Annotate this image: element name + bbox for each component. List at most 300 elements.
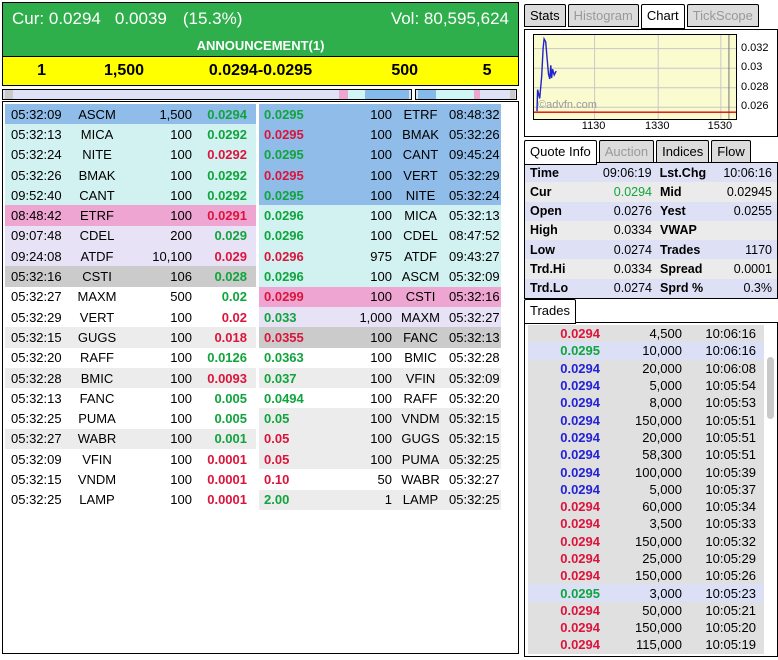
depth-segment xyxy=(418,90,436,99)
depth-segment xyxy=(474,90,480,99)
trade-time: 10:06:16 xyxy=(705,343,756,359)
quote-info-row xyxy=(525,163,777,182)
bid-time: 05:32:16 xyxy=(11,269,62,285)
bid-price: 0.02 xyxy=(221,309,247,325)
ask-row xyxy=(259,185,501,205)
bid-price: 0.0291 xyxy=(207,208,247,224)
bid-row xyxy=(5,287,256,307)
quote-label: High xyxy=(530,223,558,238)
trade-time: 10:05:21 xyxy=(705,602,756,618)
ask-price: 0.0296 xyxy=(264,228,304,244)
quote-value: 0.0274 xyxy=(613,281,652,296)
tab-tickscope[interactable]: TickScope xyxy=(687,4,759,27)
ask-time: 05:32:27 xyxy=(449,309,500,325)
ask-price: 0.10 xyxy=(264,471,290,487)
advfn-watermark: ©advfn.com xyxy=(538,99,597,111)
ask-time: 05:32:25 xyxy=(449,451,500,467)
quote-value: 0.0294 xyxy=(613,184,652,199)
trade-row xyxy=(528,533,764,550)
depth-segment xyxy=(339,90,348,99)
trade-row xyxy=(528,325,764,342)
trade-price: 0.0294 xyxy=(560,499,600,515)
bid-row xyxy=(5,469,256,489)
ask-market-maker: CANT xyxy=(402,147,439,163)
trade-row xyxy=(528,342,764,359)
bid-size: 100 xyxy=(170,390,192,406)
bid-size: 100 xyxy=(170,370,192,386)
ask-market-maker: FANC xyxy=(403,329,438,345)
bid-size: 200 xyxy=(170,228,192,244)
quote-label: VWAP xyxy=(660,223,697,238)
quote-info-panel xyxy=(524,162,778,299)
bid-price: 0.0001 xyxy=(207,492,247,508)
quote-value: 0.0334 xyxy=(613,223,652,238)
ask-time: 05:32:13 xyxy=(449,329,500,345)
trade-price: 0.0294 xyxy=(560,620,600,636)
bid-time: 05:32:28 xyxy=(11,370,62,386)
quote-label: Spread xyxy=(660,261,703,276)
tab-histogram[interactable]: Histogram xyxy=(568,4,639,27)
ask-market-maker: CSTI xyxy=(405,289,436,305)
ask-size: 100 xyxy=(370,289,392,305)
ask-size: 100 xyxy=(370,350,392,366)
bid-price: 0.02 xyxy=(221,289,247,305)
quote-value: 09:06:19 xyxy=(602,165,652,180)
bid-time: 05:32:09 xyxy=(11,451,62,467)
ask-price: 0.037 xyxy=(264,370,297,386)
trade-time: 10:05:23 xyxy=(705,585,756,601)
bid-market-maker: PUMA xyxy=(78,411,116,427)
ask-market-maker: NITE xyxy=(405,187,436,203)
bid-market-maker: ASCM xyxy=(78,106,116,122)
bid-row xyxy=(5,226,256,246)
bid-market-maker: ATDF xyxy=(80,248,114,264)
quote-value: 0.0276 xyxy=(613,204,652,219)
change-percent: (15.3%) xyxy=(182,8,243,28)
bid-row xyxy=(5,104,256,124)
bid-row xyxy=(5,205,256,225)
ask-market-maker: VFIN xyxy=(405,370,436,386)
ask-row xyxy=(259,469,501,489)
y-axis-tick-label: 0.026 xyxy=(741,100,769,113)
bid-row xyxy=(5,185,256,205)
trades-scrollbar[interactable] xyxy=(766,325,775,654)
trade-size: 20,000 xyxy=(642,429,682,445)
trade-price: 0.0294 xyxy=(560,360,600,376)
ask-time: 08:48:32 xyxy=(449,106,500,122)
trade-price: 0.0294 xyxy=(560,412,600,428)
bid-price: 0.005 xyxy=(214,411,247,427)
bid-price: 0.001 xyxy=(214,431,247,447)
ask-row xyxy=(259,307,501,327)
depth-segment xyxy=(365,90,408,99)
trade-price: 0.0294 xyxy=(560,533,600,549)
ask-time: 05:32:28 xyxy=(449,350,500,366)
best-bid-size: 1,500 xyxy=(104,62,145,79)
ask-row xyxy=(259,124,501,144)
ask-size: 100 xyxy=(370,228,392,244)
bid-time: 09:52:40 xyxy=(11,187,62,203)
quote-tab-bar xyxy=(524,140,753,163)
ask-price: 0.0299 xyxy=(264,289,304,305)
trades-tab-bar xyxy=(524,299,578,322)
ask-time: 05:32:13 xyxy=(449,208,500,224)
trade-row xyxy=(528,394,764,411)
tab-quote-info[interactable]: Quote Info xyxy=(524,140,597,165)
ask-time: 05:32:25 xyxy=(449,492,500,508)
ask-size: 100 xyxy=(370,370,392,386)
bid-size: 100 xyxy=(170,167,192,183)
bid-market-maker: ETRF xyxy=(80,208,114,224)
ask-time: 09:45:24 xyxy=(449,147,500,163)
ask-size: 100 xyxy=(370,126,392,142)
bid-time: 05:32:27 xyxy=(11,289,62,305)
bid-market-maker: CANT xyxy=(79,187,115,203)
trades-list xyxy=(528,325,764,654)
ask-price: 0.05 xyxy=(264,411,290,427)
bid-row xyxy=(5,408,256,428)
ask-market-maker: MICA xyxy=(404,208,437,224)
bid-price: 0.0292 xyxy=(207,147,247,163)
trade-price: 0.0294 xyxy=(560,447,600,463)
best-bid-ask-bar xyxy=(3,56,518,85)
bid-time: 09:24:08 xyxy=(11,248,62,264)
bid-size: 100 xyxy=(170,471,192,487)
ask-row xyxy=(259,266,501,286)
trade-size: 3,500 xyxy=(649,516,682,532)
trade-time: 10:05:37 xyxy=(705,481,756,497)
trade-time: 10:05:20 xyxy=(705,620,756,636)
vol-label: Vol: xyxy=(390,8,420,28)
bid-row xyxy=(5,165,256,185)
tab-chart[interactable]: Chart xyxy=(641,4,685,29)
bid-time: 05:32:15 xyxy=(11,329,62,345)
ask-size: 100 xyxy=(370,208,392,224)
quote-info-row xyxy=(525,279,777,298)
ask-price: 0.0296 xyxy=(264,208,304,224)
current-price-bar xyxy=(3,3,518,34)
ask-price: 0.0295 xyxy=(264,187,304,203)
ask-time: 05:32:09 xyxy=(449,370,500,386)
bid-size: 100 xyxy=(170,492,192,508)
ask-row xyxy=(259,104,501,124)
bid-time: 05:32:13 xyxy=(11,126,62,142)
ask-price: 0.0494 xyxy=(264,390,304,406)
chart-plot-area xyxy=(533,34,737,120)
trade-price: 0.0294 xyxy=(560,326,600,342)
ask-size: 50 xyxy=(377,471,392,487)
change-value: 0.0039 xyxy=(114,8,167,28)
ask-market-maker: PUMA xyxy=(401,451,440,467)
announcement-banner[interactable]: ANNOUNCEMENT(1) xyxy=(3,34,518,56)
trade-size: 10,000 xyxy=(642,343,682,359)
ask-size: 100 xyxy=(370,106,392,122)
trade-price: 0.0294 xyxy=(560,395,600,411)
ask-market-maker: WABR xyxy=(401,471,440,487)
trades-scrollbar-thumb[interactable] xyxy=(767,357,774,419)
ask-column xyxy=(259,104,501,510)
trade-time: 10:06:08 xyxy=(705,360,756,376)
trade-price: 0.0294 xyxy=(560,568,600,584)
ask-price: 0.0295 xyxy=(264,147,304,163)
ask-row xyxy=(259,449,501,469)
trade-size: 25,000 xyxy=(642,551,682,566)
ask-size: 100 xyxy=(370,187,392,203)
trade-row xyxy=(528,602,764,619)
bid-market-maker: BMAK xyxy=(78,167,116,183)
bid-row xyxy=(5,388,256,408)
ask-size: 100 xyxy=(370,411,392,427)
bid-market-maker: NITE xyxy=(82,147,112,163)
quote-info-row xyxy=(525,202,777,221)
trade-size: 5,000 xyxy=(649,378,682,394)
bid-time: 09:07:48 xyxy=(11,228,62,244)
bid-depth-bar xyxy=(2,89,412,100)
ask-size: 100 xyxy=(370,451,392,467)
depth-segment xyxy=(436,90,474,99)
quote-label: Low xyxy=(530,242,555,257)
bid-market-maker: MICA xyxy=(80,126,114,142)
bid-row xyxy=(5,327,256,347)
trade-size: 115,000 xyxy=(635,637,682,653)
ask-row xyxy=(259,327,501,347)
bid-market-maker: MAXM xyxy=(77,289,117,305)
bid-time: 05:32:26 xyxy=(11,167,62,183)
tab-trades[interactable]: Trades xyxy=(524,299,576,324)
ask-market-maker: ETRF xyxy=(403,106,438,122)
trade-time: 10:05:34 xyxy=(705,499,756,515)
trade-time: 10:05:33 xyxy=(705,516,756,532)
trade-size: 150,000 xyxy=(635,533,682,549)
quote-info-row xyxy=(525,259,777,278)
ask-price: 0.0295 xyxy=(264,126,304,142)
bid-time: 05:32:25 xyxy=(11,492,62,508)
vol-value: 80,595,624 xyxy=(423,8,509,28)
bid-row xyxy=(5,348,256,368)
trade-size: 5,000 xyxy=(649,481,682,497)
ask-size: 1 xyxy=(384,492,392,508)
ask-row xyxy=(259,226,501,246)
trade-price: 0.0294 xyxy=(560,481,600,497)
bid-price: 0.0126 xyxy=(207,350,247,366)
bid-size: 100 xyxy=(170,208,192,224)
depth-segment xyxy=(5,90,12,99)
bid-size: 500 xyxy=(170,289,192,305)
bid-time: 05:32:20 xyxy=(11,350,62,366)
ask-price: 0.0363 xyxy=(264,350,304,366)
ask-time: 05:32:27 xyxy=(449,471,500,487)
bid-size: 100 xyxy=(170,126,192,142)
bid-market-maker: VNDM xyxy=(77,471,117,487)
bid-time: 05:32:15 xyxy=(11,471,62,487)
ask-price: 0.0295 xyxy=(264,167,304,183)
trade-size: 150,000 xyxy=(635,568,682,584)
bid-price: 0.0093 xyxy=(207,370,247,386)
quote-label: Trd.Hi xyxy=(530,261,566,276)
bid-market-maker: VFIN xyxy=(82,451,112,467)
bid-market-maker: LAMP xyxy=(79,492,115,508)
trade-row xyxy=(528,636,764,653)
quote-value: 0.02945 xyxy=(726,184,772,199)
bid-time: 05:32:25 xyxy=(11,411,62,427)
bid-price: 0.018 xyxy=(214,329,247,345)
quote-info-row xyxy=(525,240,777,259)
trade-row xyxy=(528,550,764,567)
ask-market-maker: MAXM xyxy=(401,309,440,325)
ask-size: 100 xyxy=(370,431,392,447)
bid-price: 0.029 xyxy=(214,248,247,264)
ask-time: 05:32:20 xyxy=(449,390,500,406)
ask-price: 0.033 xyxy=(264,309,297,325)
bid-price: 0.0001 xyxy=(207,471,247,487)
trade-time: 10:06:16 xyxy=(705,326,756,342)
ask-time: 09:43:27 xyxy=(449,248,500,264)
quote-label: Trades xyxy=(660,242,701,257)
quote-label: Sprd % xyxy=(660,281,704,296)
trade-row xyxy=(528,377,764,394)
quote-label: Cur xyxy=(530,184,552,199)
bid-row xyxy=(5,368,256,388)
x-axis-tick-label: 1130 xyxy=(581,120,606,132)
bid-ask-spread-range: 0.0294-0.0295 xyxy=(208,62,313,79)
best-ask-mm-count: 5 xyxy=(482,62,492,79)
x-axis-tick-label: 1530 xyxy=(707,120,733,132)
trade-price: 0.0294 xyxy=(560,429,600,445)
quote-value: 0.0274 xyxy=(613,242,652,257)
y-axis-tick-label: 0.028 xyxy=(741,80,769,93)
trade-row xyxy=(528,498,764,515)
quote-value: 10:06:16 xyxy=(723,165,772,180)
y-axis-tick-label: 0.03 xyxy=(741,61,763,74)
quote-label: Lst.Chg xyxy=(659,165,707,180)
ask-row xyxy=(259,348,501,368)
ask-market-maker: GUGS xyxy=(401,431,440,447)
trade-price: 0.0295 xyxy=(560,585,600,601)
tab-auction[interactable]: Auction xyxy=(599,140,654,163)
bid-price: 0.0292 xyxy=(207,126,247,142)
bid-row xyxy=(5,124,256,144)
ask-depth-bar xyxy=(415,89,517,100)
trade-price: 0.0294 xyxy=(560,378,600,394)
ask-time: 05:32:24 xyxy=(449,187,500,203)
bid-column xyxy=(5,104,256,510)
bid-size: 100 xyxy=(170,411,192,427)
trade-size: 20,000 xyxy=(642,360,682,376)
quote-label: Time xyxy=(530,165,559,180)
quote-value: 1170 xyxy=(745,242,772,257)
trade-time: 10:05:39 xyxy=(705,464,756,480)
trade-size: 150,000 xyxy=(635,412,682,428)
trade-row xyxy=(528,567,764,584)
bid-row xyxy=(5,266,256,286)
ask-size: 100 xyxy=(370,329,392,345)
ask-row xyxy=(259,408,501,428)
bid-market-maker: CSTI xyxy=(82,269,112,285)
bid-row xyxy=(5,307,256,327)
bid-time: 05:32:29 xyxy=(11,309,62,325)
ask-row xyxy=(259,205,501,225)
bid-size: 100 xyxy=(170,451,192,467)
quote-value: 0.0001 xyxy=(733,261,772,276)
trade-price: 0.0294 xyxy=(560,602,600,618)
trade-size: 100,000 xyxy=(635,464,682,480)
bid-row xyxy=(5,145,256,165)
trade-price: 0.0294 xyxy=(560,516,600,532)
trade-size: 60,000 xyxy=(642,499,682,515)
trade-price: 0.0295 xyxy=(560,343,600,359)
tab-stats[interactable]: Stats xyxy=(524,4,566,27)
ask-row xyxy=(259,388,501,408)
trade-time: 10:05:51 xyxy=(705,412,756,428)
x-axis-tick-label: 1330 xyxy=(644,120,670,132)
ask-size: 100 xyxy=(370,167,392,183)
ask-row xyxy=(259,246,501,266)
bid-row xyxy=(5,490,256,510)
bid-size: 100 xyxy=(170,187,192,203)
tab-indices[interactable]: Indices xyxy=(656,140,709,163)
trade-time: 10:05:54 xyxy=(705,378,756,394)
ask-size: 100 xyxy=(370,147,392,163)
ask-time: 05:32:26 xyxy=(449,126,500,142)
trade-row xyxy=(528,515,764,532)
trade-price: 0.0294 xyxy=(560,464,600,480)
ask-row xyxy=(259,490,501,510)
bid-time: 05:32:09 xyxy=(11,106,62,122)
bid-row xyxy=(5,246,256,266)
ask-price: 2.00 xyxy=(264,492,290,508)
bid-time: 05:32:13 xyxy=(11,390,62,406)
quote-info-row xyxy=(525,221,777,240)
bid-size: 10,100 xyxy=(152,248,192,264)
trade-time: 10:05:51 xyxy=(705,447,756,463)
trade-size: 8,000 xyxy=(649,395,682,411)
bid-market-maker: FANC xyxy=(79,390,115,406)
bid-price: 0.0294 xyxy=(207,106,247,122)
trade-time: 10:05:29 xyxy=(705,551,756,566)
level2-table xyxy=(2,101,519,654)
tab-flow[interactable]: Flow xyxy=(711,140,750,163)
quote-label: Open xyxy=(530,204,562,219)
trade-size: 58,300 xyxy=(642,447,682,463)
bid-price: 0.0001 xyxy=(207,451,247,467)
ask-market-maker: CDEL xyxy=(403,228,438,244)
ask-price: 0.05 xyxy=(264,451,290,467)
trade-price: 0.0294 xyxy=(560,637,600,653)
trade-size: 50,000 xyxy=(642,602,682,618)
trade-row xyxy=(528,584,764,601)
ask-row xyxy=(259,165,501,185)
ask-price: 0.0296 xyxy=(264,269,304,285)
bid-time: 05:32:24 xyxy=(11,147,62,163)
trade-row xyxy=(528,619,764,636)
ask-time: 05:32:09 xyxy=(449,269,500,285)
trade-row xyxy=(528,429,764,446)
quote-header xyxy=(2,2,519,86)
bid-size: 100 xyxy=(170,329,192,345)
ask-market-maker: VERT xyxy=(403,167,438,183)
bid-market-maker: BMIC xyxy=(80,370,114,386)
ask-time: 05:32:16 xyxy=(449,289,500,305)
ask-market-maker: RAFF xyxy=(403,390,438,406)
ask-time: 08:47:52 xyxy=(449,228,500,244)
trade-time: 10:05:19 xyxy=(705,637,756,653)
ask-market-maker: BMIC xyxy=(404,350,437,366)
trade-row xyxy=(528,360,764,377)
best-bid-mm-count: 1 xyxy=(37,62,47,79)
bid-market-maker: GUGS xyxy=(77,329,117,345)
quote-label: Trd.Lo xyxy=(530,281,569,296)
bid-size: 106 xyxy=(170,269,192,285)
